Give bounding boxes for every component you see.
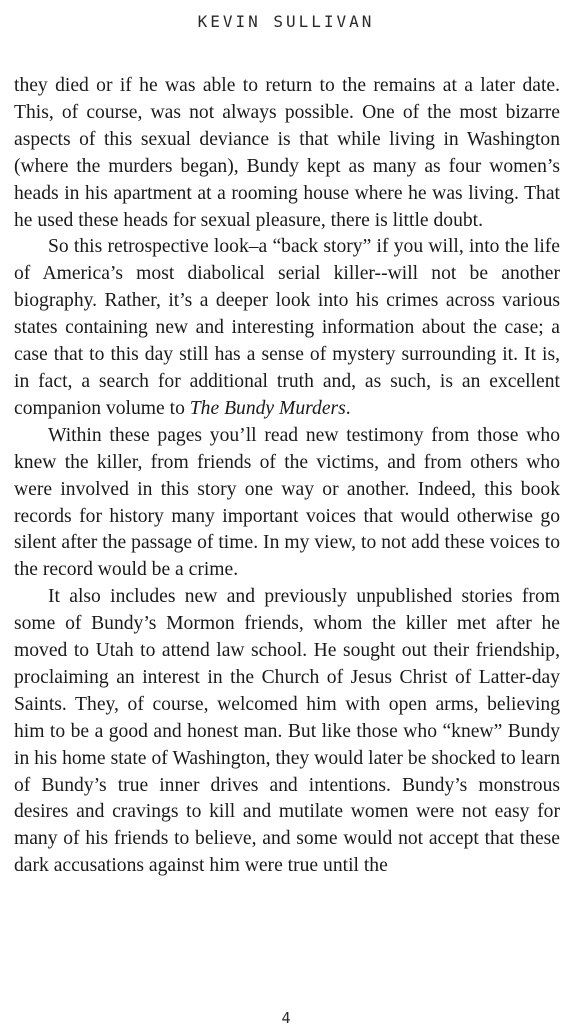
- book-title: The Bundy Murders: [189, 397, 346, 419]
- page-number: 4: [281, 1009, 291, 1027]
- paragraph-4: It also includes new and previously unpublished stories from some of Bundy’s Mormon friends, whom the killer met after he moved to Utah to attend law school. He sought out their friendship, proclaiming an interest in the Church of Jesus Christ of Latter-day Saints. They, of course, welcomed him with open arms, believing him to be a good and honest man. But like those who “knew” Bundy in his home state of Washington, they would later be shocked to learn of Bundy’s true inner drives and intentions. Bundy’s monstrous desires and cravings to kill and mutilate women were not easy for many of his friends to believe, and some would not accept that these dark accusations against him were true until the: [14, 586, 560, 877]
- paragraph-1: they died or if he was able to return to the remains at a later date. This, of course, was not always possible. One of the most bizarre aspects of this sexual deviance is that while living in Washington (where the murders began), Bundy kept as many as four women’s heads in his apartment at a rooming house where he was living. That he used these heads for sexual pleasure, there is little doubt.: [14, 75, 560, 231]
- paragraph-2-text: So this retrospective look–a “back story” if you will, into the life of America’s most diabolical serial killer--will not be another biography. Rather, it’s a deeper look into his crimes across various states containing new and interesting information about the case; a case that to this day still has a sense of mystery surrounding it. It is, in fact, a search for additional truth and, as such, is an excellent companion volume to: [14, 236, 560, 419]
- running-head: KEVIN SULLIVAN: [197, 12, 375, 31]
- body-text: [14, 73, 560, 880]
- paragraph-2-end: .: [345, 397, 351, 419]
- paragraph-3: Within these pages you’ll read new testimony from those who knew the killer, from friends of the victims, and from others who were involved in this story one way or another. Indeed, this book records for history many important voices that would otherwise go silent after the passage of time. In my view, to not add these voices to the record would be a crime.: [14, 424, 560, 581]
- paragraph-2: [14, 234, 560, 422]
